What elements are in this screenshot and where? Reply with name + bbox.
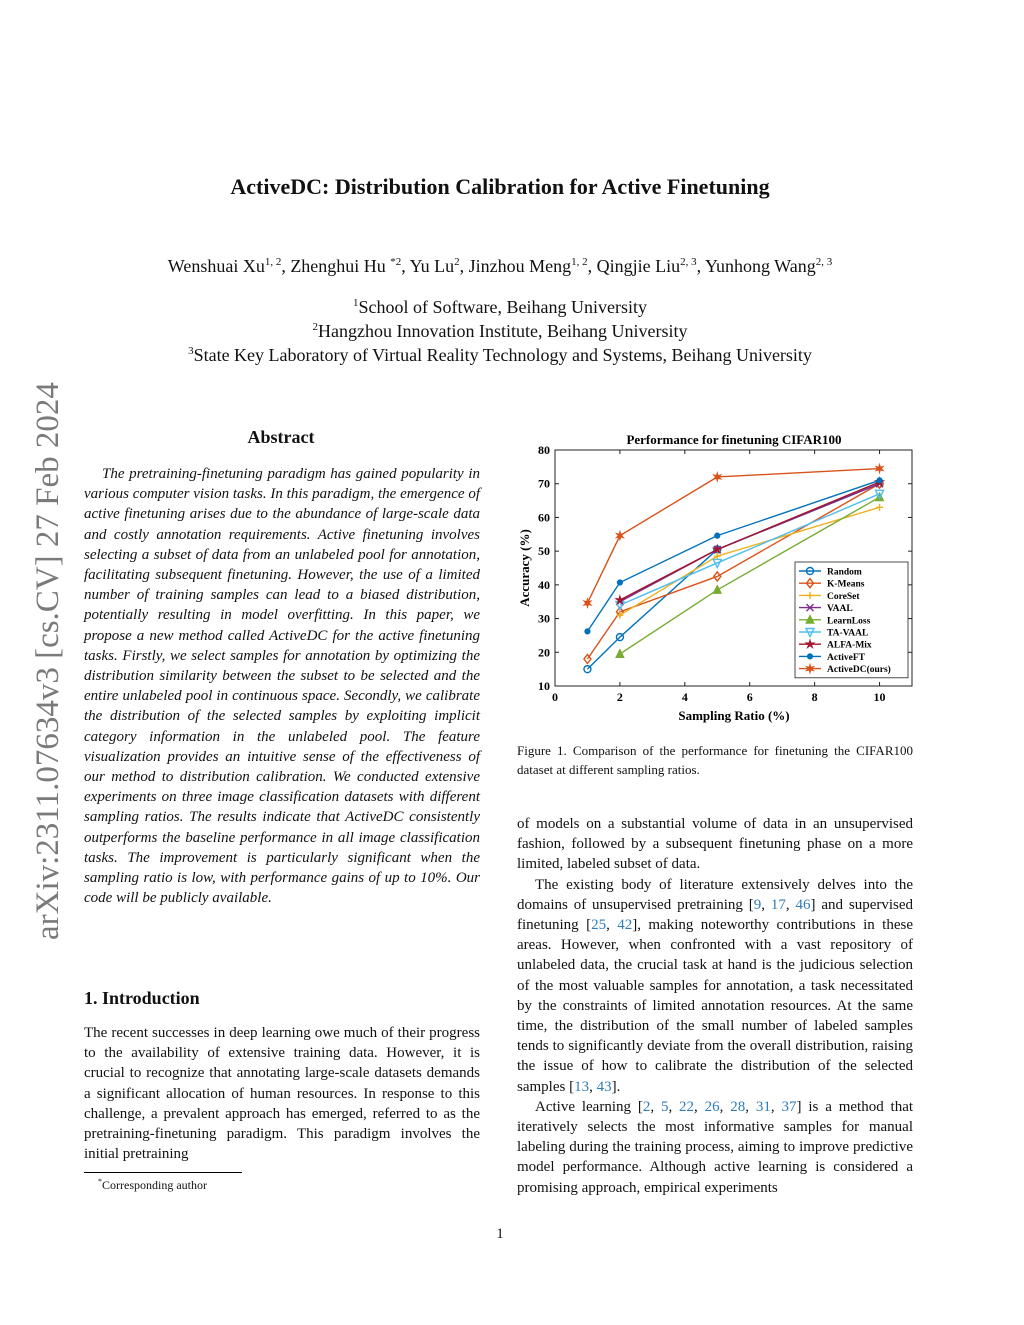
citation-link[interactable]: 26 bbox=[704, 1098, 720, 1115]
text-run: ], making noteworthy contributions in these areas. However, when confronted with a vast repository of unlabeled data, the crucial task at hand is the judicious selection of the most valuable samples for annotation, a task necessitated by the constraints of limited annotation resources. At the same time, the distribution of the small number of labeled samples tends to significantly deviate from the overall distribution, raising the issue of how to calibrate the distribution of the selected samples [ bbox=[517, 917, 913, 1095]
author-name: Jinzhou Meng bbox=[468, 256, 572, 276]
data-point-activeft bbox=[715, 533, 720, 538]
data-point-activeft bbox=[617, 580, 622, 585]
legend-label-vaal: VAAL bbox=[827, 604, 853, 615]
chart-legend bbox=[795, 562, 908, 678]
text-run: The existing body of literature extensively delves into the domains of unsupervised pretraining [ bbox=[517, 876, 913, 913]
affiliation-index: 3 bbox=[188, 345, 194, 357]
y-tick-label: 60 bbox=[538, 510, 550, 525]
legend-label-k-means: K-Means bbox=[827, 579, 865, 590]
chart-title: Performance for finetuning CIFAR100 bbox=[626, 432, 842, 447]
legend-label-ta-vaal: TA-VAAL bbox=[827, 628, 869, 639]
data-point-activedc-ours bbox=[616, 531, 624, 540]
author-name: Zhenghui Hu bbox=[290, 256, 391, 276]
text-run: ] is a method that iteratively selects the most informative samples for manual labeling during the training process, aiming to improve predictive model performance. Although active learning is considered a promising approach, empirical experiments bbox=[517, 1098, 914, 1196]
performance-chart bbox=[512, 428, 942, 728]
body-paragraph: of models on a substantial volume of data in an unsupervised fashion, followed by a subsequent finetuning phase on a more limited, labeled subset of data. bbox=[517, 816, 913, 873]
intro-paragraph: The recent successes in deep learning owe much of their progress to the availability of extensive training data. However, it is crucial to recognize that annotating large-scale datasets demands a significant allocation of human resources. In response to this challenge, a prevalent approach has emerged, referred to as the pretraining-finetuning paradigm. This paradigm involves the initial pretraining bbox=[84, 1025, 480, 1163]
affiliation-text: School of Software, Beihang University bbox=[358, 297, 647, 317]
data-point-coreset bbox=[876, 504, 883, 511]
paper-title: ActiveDC: Distribution Calibration for Active Finetuning bbox=[230, 174, 770, 199]
footnote bbox=[98, 1177, 207, 1193]
affiliation-text: State Key Laboratory of Virtual Reality Technology and Systems, Beihang University bbox=[193, 345, 812, 365]
affiliation-index: 1 bbox=[353, 297, 359, 309]
x-tick-label: 2 bbox=[616, 690, 623, 704]
affiliation-index: 2 bbox=[312, 321, 319, 333]
affiliation-text: Hangzhou Innovation Institute, Beihang University bbox=[318, 321, 688, 341]
affiliation bbox=[0, 321, 1000, 342]
citation-link[interactable]: 9 bbox=[753, 896, 762, 913]
citation-link[interactable]: 17 bbox=[770, 896, 786, 913]
footnote-mark: * bbox=[98, 1177, 102, 1186]
y-axis-label: Accuracy (%) bbox=[517, 529, 532, 607]
legend-label-activedc-ours: ActiveDC(ours) bbox=[827, 665, 891, 676]
y-tick-label: 30 bbox=[538, 611, 550, 626]
citation-link[interactable]: 13 bbox=[574, 1078, 590, 1095]
citation-link[interactable]: 43 bbox=[596, 1078, 612, 1095]
data-point-coreset bbox=[714, 553, 721, 560]
affiliation bbox=[0, 297, 1000, 318]
arxiv-identifier-text: arXiv:2311.07634v3 [cs.CV] 27 Feb 2024 bbox=[30, 382, 66, 940]
data-point-activeft bbox=[585, 629, 590, 634]
citation-link[interactable]: 22 bbox=[679, 1098, 695, 1115]
citation-link[interactable]: 25 bbox=[591, 917, 607, 934]
y-tick-label: 20 bbox=[538, 645, 550, 660]
citation-link[interactable]: 28 bbox=[730, 1098, 746, 1115]
author-affil: 1, 2 bbox=[571, 256, 588, 268]
legend-label-coreset: CoreSet bbox=[827, 591, 860, 602]
y-tick-label: 10 bbox=[538, 679, 550, 693]
data-point-activedc-ours bbox=[584, 599, 592, 608]
affiliation bbox=[0, 345, 1000, 366]
x-tick-label: 4 bbox=[681, 690, 688, 704]
text-run: , bbox=[589, 1078, 597, 1095]
y-tick-label: 50 bbox=[538, 544, 550, 559]
text-run: , bbox=[694, 1098, 705, 1115]
data-point-ta-vaal bbox=[616, 602, 624, 610]
author-name: Qingjie Liu bbox=[596, 256, 681, 276]
citation-link[interactable]: 5 bbox=[660, 1098, 669, 1115]
citation-link[interactable]: 46 bbox=[795, 896, 811, 913]
abstract-heading: Abstract bbox=[247, 427, 315, 447]
legend-marker-activeft bbox=[807, 654, 812, 659]
text-run: ] and supervised finetuning [ bbox=[517, 896, 914, 934]
figure-caption: Figure 1. Comparison of the performance for finetuning the CIFAR100 dataset at different sampling ratios. bbox=[517, 743, 913, 777]
author-list: Wenshuai Xu$^{1, 2}$, Zhenghui Hu $^{*2}$, Yu Lu$^2$, Jinzhou Meng$^{1, 2}$, Qingjie Liu$^{2, 3}$, Yunhong Wang$^{2, 3}$ bbox=[167, 256, 833, 276]
text-run: Active learning [ bbox=[535, 1098, 643, 1115]
data-point-learnloss bbox=[616, 649, 624, 657]
arxiv-identifier bbox=[18, 350, 68, 950]
author-name: Wenshuai Xu bbox=[167, 256, 265, 276]
data-point-activeft bbox=[877, 478, 882, 483]
y-tick-label: 80 bbox=[538, 443, 550, 457]
page-number: 1 bbox=[496, 1226, 504, 1242]
text-run: , bbox=[650, 1098, 661, 1115]
legend-label-activeft: ActiveFT bbox=[827, 652, 865, 663]
text-run: ]. bbox=[611, 1078, 621, 1095]
author-affil: 2 bbox=[454, 256, 460, 268]
citation-link[interactable]: 37 bbox=[781, 1098, 797, 1115]
x-axis-label: Sampling Ratio (%) bbox=[678, 708, 790, 723]
x-tick-label: 6 bbox=[746, 690, 753, 704]
legend-label-alfa-mix: ALFA-Mix bbox=[827, 640, 872, 651]
text-run: , bbox=[785, 896, 796, 913]
author-affil: *2 bbox=[390, 256, 402, 268]
citation-link[interactable]: 2 bbox=[642, 1098, 651, 1115]
abstract-body: The pretraining-finetuning paradigm has gained popularity in various computer vision tasks. In this paradigm, the emergence of active finetuning arises due to the abundance of large-scale data and costly annotation requirements. Active finetuning involves selecting a subset of data from an unlabeled pool for annotation, facilitating subsequent finetuning. However, the use of a limited number of training samples can lead to a biased distribution, potentially resulting in model overfitting. In this paper, we propose a new method called ActiveDC for the active finetuning tasks. Firstly, we select samples for annotation by optimizing the distribution similarity between the subset to be selected and the entire unlabeled pool in continuous space. Secondly, we calibrate the distribution of the selected samples by exploiting implicit category information in the unlabeled pool. The feature visualization provides an intuitive sense of the effectiveness of our method to distribution calibration. We conducted extensive experiments on three image classification datasets with different sampling ratios. The results indicate that ActiveDC consistently outperforms the baseline performance in all image classification tasks. The improvement is particularly significant when the sampling ratio is low, with performance gains of up to 10%. Our code will be publicly available. bbox=[84, 466, 480, 907]
footnote-divider bbox=[84, 1172, 242, 1173]
author-name: Yu Lu bbox=[409, 256, 455, 276]
author-affil: 2, 3 bbox=[680, 256, 697, 268]
y-tick-label: 70 bbox=[538, 476, 550, 491]
author-affil: 1, 2 bbox=[264, 256, 282, 268]
citation-link[interactable]: 42 bbox=[617, 917, 633, 934]
author-affil: 2, 3 bbox=[815, 256, 833, 268]
x-tick-label: 0 bbox=[552, 690, 558, 704]
text-run: , bbox=[719, 1098, 731, 1115]
data-point-learnloss bbox=[713, 585, 721, 593]
legend-label-learnloss: LearnLoss bbox=[827, 616, 871, 627]
citation-link[interactable]: 31 bbox=[755, 1098, 771, 1115]
text-run: , bbox=[761, 896, 771, 913]
x-tick-label: 10 bbox=[873, 690, 886, 704]
y-tick-label: 40 bbox=[538, 577, 550, 592]
body-paragraph bbox=[517, 1097, 913, 1198]
footnote-text: Corresponding author bbox=[102, 1178, 207, 1192]
x-tick-label: 8 bbox=[811, 690, 818, 704]
body-paragraph bbox=[517, 875, 913, 1097]
text-run: , bbox=[606, 917, 618, 934]
text-run: , bbox=[745, 1098, 756, 1115]
text-run: , bbox=[770, 1098, 782, 1115]
author-name: Yunhong Wang bbox=[704, 256, 816, 276]
section-heading-introduction: 1. Introduction bbox=[84, 988, 200, 1008]
text-run: , bbox=[668, 1098, 680, 1115]
legend-label-random: Random bbox=[827, 567, 862, 578]
right-column bbox=[517, 814, 913, 1198]
